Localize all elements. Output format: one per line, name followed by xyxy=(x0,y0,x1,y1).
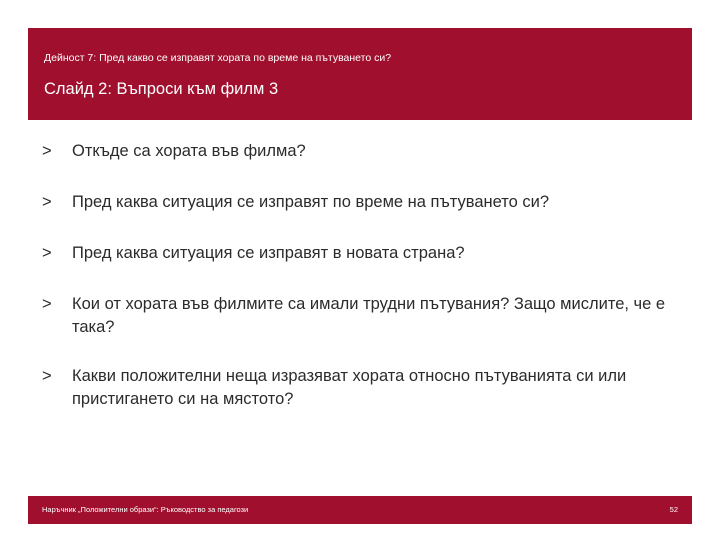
footer-text: Наръчник „Положителни образи“: Ръководство за педагози xyxy=(42,505,249,514)
question-text: Кои от хората във филмите са имали трудни пътувания? Защо мислите, че е така? xyxy=(72,295,666,336)
question-list xyxy=(42,140,692,411)
question-item xyxy=(42,242,692,265)
question-item xyxy=(42,365,692,411)
question-text: Пред каква ситуация се изправят в новата страна? xyxy=(72,244,465,262)
question-text: Пред каква ситуация се изправят по време на пътуването си? xyxy=(72,193,550,211)
bullet-marker-icon: > xyxy=(42,295,52,313)
activity-title: Дейност 7: Пред какво се изправят хората по време на пътуването си? xyxy=(44,52,392,64)
footer-band xyxy=(28,496,692,524)
question-text: Откъде са хората във филма? xyxy=(72,142,306,160)
question-item xyxy=(42,140,692,163)
bullet-marker-icon: > xyxy=(42,142,52,160)
question-item xyxy=(42,293,692,339)
question-text: Какви положителни неща изразяват хората относно пътуванията си или пристигането си на мястото? xyxy=(72,367,627,408)
bullet-marker-icon: > xyxy=(42,244,52,262)
question-item xyxy=(42,191,692,214)
header-band xyxy=(28,28,692,120)
bullet-marker-icon: > xyxy=(42,193,52,211)
page-number: 52 xyxy=(669,505,678,514)
bullet-marker-icon: > xyxy=(42,367,52,385)
slide-title: Слайд 2: Въпроси към филм 3 xyxy=(44,80,279,98)
